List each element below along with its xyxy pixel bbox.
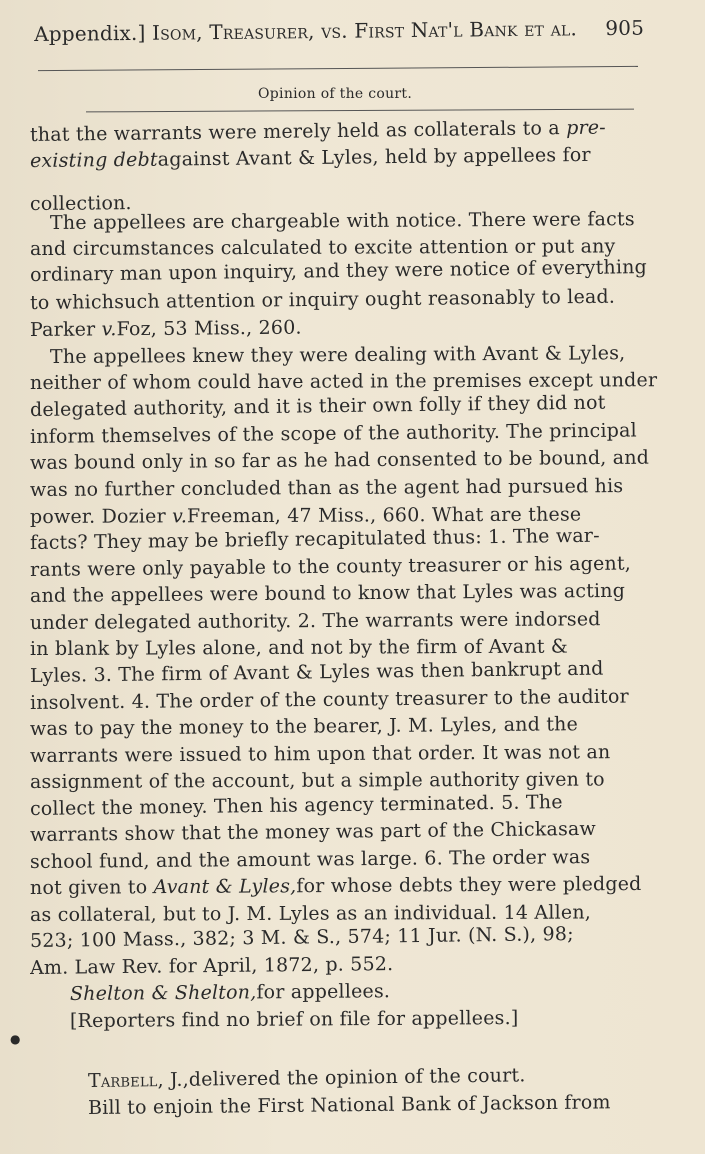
text-run: delegated authority, and it is their own folly if they did not bbox=[29, 391, 606, 421]
text-run: power. Dozier bbox=[29, 505, 173, 528]
text-run: v. bbox=[101, 318, 117, 341]
text-line bbox=[30, 686, 629, 714]
text-run: and the appellees were bound to know that Lyles was acting bbox=[29, 579, 626, 607]
text-line bbox=[50, 208, 635, 234]
text-run: facts? They may be briefly recapitulated thus: 1. The war- bbox=[29, 524, 600, 554]
text-run: warrants show that the money was part of the Chickasaw bbox=[29, 817, 597, 846]
text-run: neither of whom could have acted in the premises except under bbox=[29, 369, 658, 394]
text-run: under delegated authority. 2. The warrants were indorsed bbox=[29, 608, 601, 634]
text-run: not given to bbox=[29, 876, 154, 899]
text-run: Shelton & Shelton, bbox=[69, 981, 257, 1005]
text-line bbox=[30, 235, 616, 260]
text-run: insolvent. 4. The order of the county treasurer to the auditor bbox=[29, 685, 629, 714]
text-run: Parker bbox=[29, 318, 102, 341]
text-line bbox=[30, 636, 568, 660]
text-run: v. bbox=[172, 505, 188, 528]
text-run: collect the money. Then his agency terminated. 5. The bbox=[29, 791, 563, 820]
text-run: Lyles. 3. The firm of Avant & Lyles was then bankrupt and bbox=[29, 657, 604, 687]
text-line bbox=[30, 901, 591, 926]
text-line bbox=[30, 658, 604, 687]
text-line bbox=[30, 392, 606, 421]
text-line bbox=[30, 369, 657, 394]
text-run: pre- bbox=[565, 116, 606, 140]
text-run: inform themselves of the scope of the authority. The principal bbox=[29, 419, 637, 448]
text-run: that the warrants were merely held as collaterals to a bbox=[29, 117, 567, 146]
text-run: to whichsuch attention or inquiry ought reasonably to lead. bbox=[29, 285, 616, 314]
text-run: [Reporters find no brief on file for appellees.] bbox=[69, 1007, 519, 1032]
text-line bbox=[50, 342, 626, 368]
text-line bbox=[30, 552, 631, 581]
text-line bbox=[30, 475, 623, 501]
text-line bbox=[30, 525, 600, 554]
text-run: Tarbell, J., bbox=[87, 1068, 189, 1092]
text-run: against Avant & Lyles, held by appellees for bbox=[157, 143, 591, 171]
text-run: Am. Law Rev. for April, 1872, p. 552. bbox=[29, 953, 394, 979]
text-line bbox=[30, 117, 606, 146]
text-line bbox=[88, 1064, 526, 1092]
text-run: existing debt bbox=[29, 148, 158, 172]
text-run: warrants were issued to him upon that order. It was not an bbox=[29, 741, 611, 767]
text-run: in blank by Lyles alone, and not by the firm of Avant & bbox=[29, 635, 569, 660]
text-line bbox=[30, 741, 611, 767]
text-run: Foz, 53 Miss., 260. bbox=[116, 316, 302, 341]
text-line bbox=[30, 144, 591, 172]
text-line bbox=[30, 580, 625, 607]
text-run: was to pay the money to the bearer, J. M. Lyles, and the bbox=[29, 713, 579, 740]
text-run: delivered the opinion of the court. bbox=[188, 1064, 526, 1091]
text-run: assignment of the account, but a simple authority given to bbox=[29, 768, 605, 793]
text-run: rants were only payable to the county treasurer or his agent, bbox=[29, 552, 632, 581]
text-line bbox=[30, 713, 578, 740]
text-line bbox=[30, 503, 581, 528]
text-run: 523; 100 Mass., 382; 3 M. & S., 574; 11 Jur. (N. S.), 98; bbox=[29, 922, 574, 952]
text-line bbox=[30, 818, 596, 846]
text-line bbox=[70, 980, 390, 1005]
text-line bbox=[30, 873, 642, 899]
header-rule-top bbox=[38, 66, 638, 71]
text-run: Avant & Lyles, bbox=[153, 875, 297, 899]
text-run: was bound only in so far as he had consented to be bound, and bbox=[29, 446, 650, 474]
text-line bbox=[88, 1091, 611, 1119]
text-run: school fund, and the amount was large. 6. The order was bbox=[29, 846, 591, 873]
text-line bbox=[30, 953, 394, 979]
text-line bbox=[30, 419, 637, 448]
text-line bbox=[30, 791, 563, 820]
running-header bbox=[34, 16, 644, 46]
text-run: The appellees are chargeable with notice. There were facts bbox=[49, 208, 635, 234]
text-run: for whose debts they were pledged bbox=[296, 872, 642, 898]
text-line bbox=[30, 286, 615, 314]
case-title: Isom, Treasurer, vs. First Nat'l Bank et al. bbox=[151, 16, 578, 45]
text-line bbox=[30, 608, 601, 634]
appendix-label: Appendix.] bbox=[34, 20, 146, 46]
text-run: Freeman, 47 Miss., 660. What are these bbox=[186, 503, 582, 528]
page-number: 905 bbox=[605, 15, 645, 41]
text-run: ordinary man upon inquiry, and they were notice of everything bbox=[29, 256, 648, 286]
text-run: The appellees knew they were dealing with Avant & Lyles, bbox=[49, 342, 626, 368]
text-run: collection. bbox=[29, 192, 132, 215]
text-run: and circumstances calculated to excite attention or put any bbox=[29, 235, 616, 260]
text-line bbox=[70, 1007, 519, 1032]
text-run: for appellees. bbox=[256, 980, 391, 1004]
margin-mark: ● bbox=[10, 1032, 21, 1046]
text-run: was no further concluded than as the agent had pursued his bbox=[29, 475, 624, 501]
text-run: as collateral, but to J. M. Lyles as an individual. 14 Allen, bbox=[29, 901, 592, 926]
text-line bbox=[30, 923, 574, 952]
text-run: Bill to enjoin the First National Bank of Jackson from bbox=[87, 1091, 611, 1119]
text-line bbox=[30, 447, 649, 474]
text-line bbox=[30, 846, 591, 873]
header-rule-bottom bbox=[86, 109, 634, 113]
text-line bbox=[30, 317, 302, 341]
section-subhead: Opinion of the court. bbox=[258, 86, 413, 102]
text-line bbox=[30, 256, 647, 286]
text-line bbox=[30, 768, 605, 793]
